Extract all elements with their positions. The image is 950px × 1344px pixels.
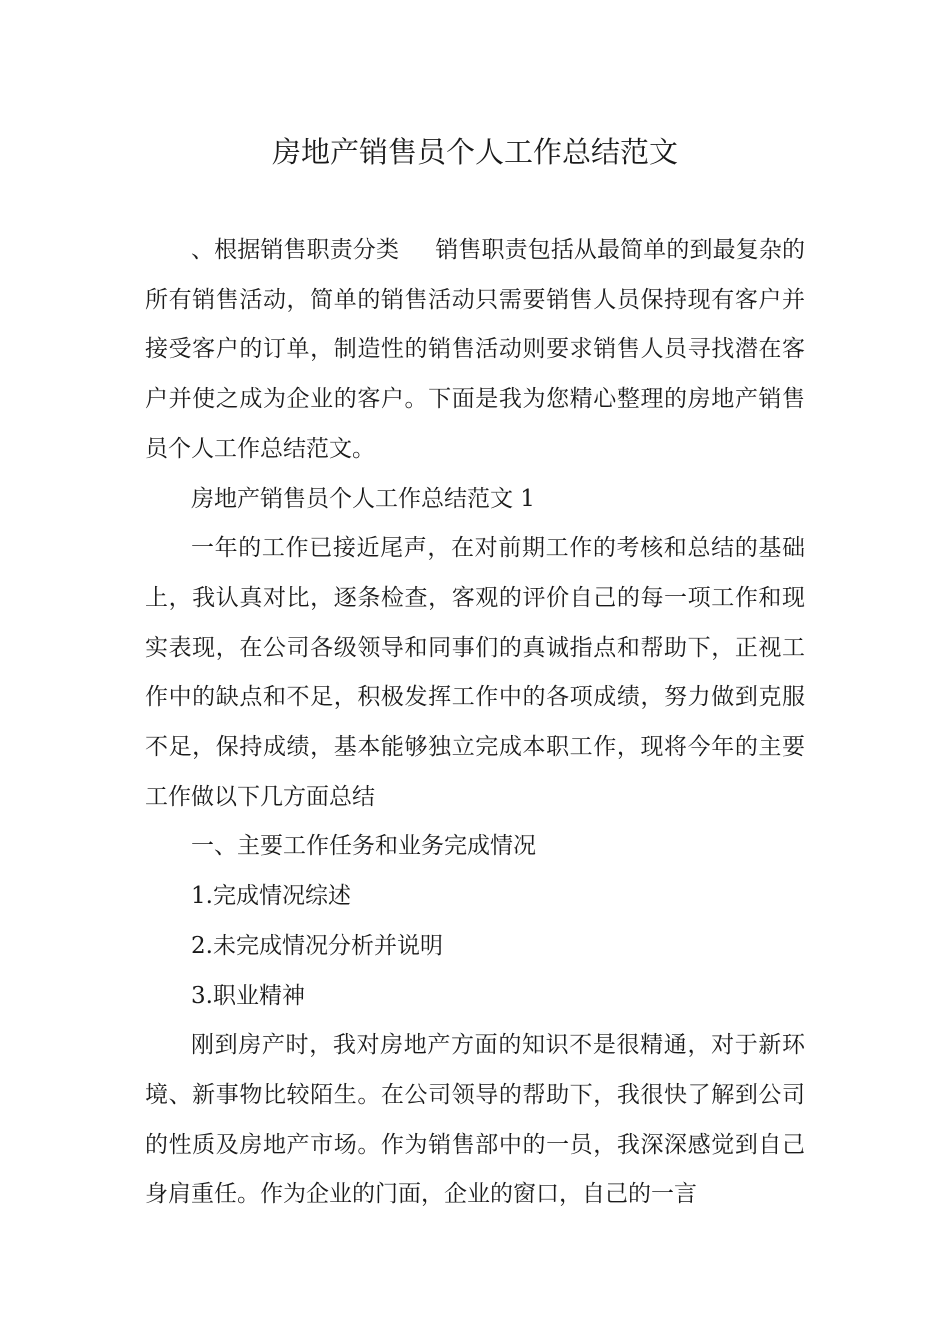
section-heading-main-tasks: 一、主要工作任务和业务完成情况 [191, 833, 536, 860]
body-paragraph: 一年的工作已接近尾声，在对前期工作的考核和总结的基础上，我认真对比，逐条检查，客观的评价自己的每一项工作和现实表现，在公司各级领导和同事们的真诚指点和帮助下，正视工作中的缺点和不足，积极发挥工作中的各项成绩，努力做到克服不足，保持成绩，基本能够独立完成本职工作，现将今年的主要工作做以下几方面总结 [145, 535, 805, 810]
list-item-completion-summary: 1.完成情况综述 [191, 883, 351, 910]
section-heading-1: 房地产销售员个人工作总结范文 1 [191, 485, 535, 512]
intro-paragraph [145, 226, 805, 475]
list-item-incomplete-analysis: 2.未完成情况分析并说明 [191, 932, 443, 959]
body-paragraph: 刚到房产时，我对房地产方面的知识不是很精通，对于新环境、新事物比较陌生。在公司领导的帮助下，我很快了解到公司的性质及房地产市场。作为销售部中的一员，我深深感觉到自己身肩重任。作为企业的门面，企业的窗口，自己的一言 [145, 1032, 805, 1208]
intro-lead: 、根据销售职责分类 [191, 237, 400, 263]
document-title: 房地产销售员个人工作总结范文 [271, 135, 678, 169]
intro-text: 销售职责包括从最简单的到最复杂的所有销售活动，简单的销售活动只需要销售人员保持现有客户并接受客户的订单，制造性的销售活动则要求销售人员寻找潜在客户并使之成为企业的客户。下面是我为您精心整理的房地产销售员个人工作总结范文。 [145, 237, 806, 462]
list-item-professional-spirit: 3.职业精神 [191, 982, 305, 1009]
document-body [145, 226, 805, 1220]
